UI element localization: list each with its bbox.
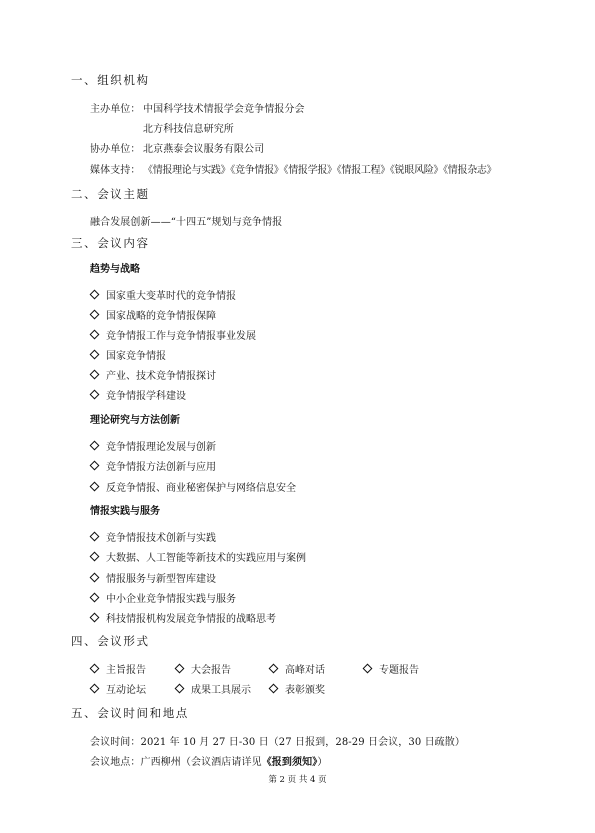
format-label: 专题报告	[379, 665, 419, 676]
diamond-bullet-icon	[90, 573, 100, 583]
list-item	[90, 570, 216, 585]
list-item-label: 科技情报机构发展竞争情报的战略思考	[106, 614, 276, 625]
time-label: 会议时间：	[90, 737, 141, 748]
media-label: 媒体支持：	[90, 165, 141, 176]
diamond-bullet-icon	[90, 532, 100, 542]
list-item-label: 情报服务与新型智库建设	[106, 574, 216, 585]
format-item	[269, 681, 325, 696]
section-heading-theme: 二、会议主题	[71, 187, 150, 201]
list-item	[90, 387, 186, 402]
meeting-theme: 融合发展创新——“十四五”规划与竞争情报	[90, 217, 283, 228]
page-number: 第 2 页 共 4 页	[268, 775, 327, 785]
list-item-label: 大数据、人工智能等新技术的实践应用与案例	[106, 553, 306, 564]
list-item	[90, 610, 276, 625]
format-item	[175, 681, 251, 696]
diamond-bullet-icon	[90, 330, 100, 340]
section-heading-format: 四、会议形式	[71, 634, 150, 648]
list-item	[90, 549, 306, 564]
time-row	[90, 733, 465, 748]
place-value-end: ）	[317, 757, 328, 768]
subheading-practice-service: 情报实践与服务	[90, 506, 160, 517]
format-item	[363, 661, 419, 676]
diamond-bullet-icon	[90, 290, 100, 300]
subheading-theory-method: 理论研究与方法创新	[90, 415, 180, 426]
diamond-bullet-icon	[90, 310, 100, 320]
host-org-2: 北方科技信息研究所	[143, 124, 234, 135]
format-label: 大会报告	[191, 665, 231, 676]
diamond-bullet-icon	[90, 461, 100, 471]
list-item-label: 竞争情报理论发展与创新	[106, 442, 216, 453]
format-label: 互动论坛	[106, 685, 146, 696]
section-heading-organization: 一、组织机构	[71, 73, 150, 87]
list-item-label: 产业、技术竞争情报探讨	[106, 371, 216, 382]
list-item	[90, 327, 256, 342]
co-organizer: 北京燕泰会议服务有限公司	[143, 144, 265, 155]
host-org-1: 中国科学技术情报学会竞争情报分会	[143, 104, 305, 115]
list-item-label: 中小企业竞争情报实践与服务	[106, 594, 236, 605]
list-item-label: 国家重大变革时代的竞争情报	[106, 291, 236, 302]
list-item	[90, 347, 166, 362]
list-item	[90, 590, 236, 605]
diamond-bullet-icon	[90, 664, 100, 674]
format-item	[90, 681, 146, 696]
format-label: 表彰颁奖	[285, 685, 325, 696]
format-label: 高峰对话	[285, 665, 325, 676]
list-item	[90, 367, 216, 382]
format-item	[269, 661, 325, 676]
place-label: 会议地点：	[90, 757, 141, 768]
list-item	[90, 479, 296, 494]
subheading-trend-strategy: 趋势与战略	[90, 264, 140, 275]
diamond-bullet-icon	[90, 370, 100, 380]
section-heading-content: 三、会议内容	[71, 236, 150, 250]
list-item	[90, 529, 216, 544]
registration-notice-title: 《报到须知》	[261, 757, 318, 768]
host-label: 主办单位：	[90, 104, 141, 115]
format-label: 主旨报告	[106, 665, 146, 676]
diamond-bullet-icon	[90, 390, 100, 400]
list-item	[90, 438, 216, 453]
diamond-bullet-icon	[90, 350, 100, 360]
list-item-label: 竞争情报工作与竞争情报事业发展	[106, 331, 256, 342]
list-item-label: 竞争情报技术创新与实践	[106, 533, 216, 544]
format-label: 成果工具展示	[191, 685, 251, 696]
section-heading-time-place: 五、会议时间和地点	[71, 706, 189, 720]
diamond-bullet-icon	[175, 664, 185, 674]
list-item	[90, 307, 216, 322]
diamond-bullet-icon	[90, 613, 100, 623]
list-item-label: 国家战略的竞争情报保障	[106, 311, 216, 322]
time-value: 2021 年 10 月 27 日-30 日（27 日报到，28-29 日会议，30 日疏散）	[140, 737, 465, 748]
format-item	[175, 661, 231, 676]
diamond-bullet-icon	[90, 552, 100, 562]
list-item	[90, 458, 216, 473]
diamond-bullet-icon	[90, 593, 100, 603]
media-list: 《情报理论与实践》《竞争情报》《情报学报》《情报工程》《锐眼风险》《情报杂志》	[143, 165, 497, 176]
list-item-label: 竞争情报方法创新与应用	[106, 462, 216, 473]
diamond-bullet-icon	[90, 482, 100, 492]
list-item-label: 反竞争情报、商业秘密保护与网络信息安全	[106, 483, 296, 494]
diamond-bullet-icon	[269, 664, 279, 674]
list-item-label: 竞争情报学科建设	[106, 391, 186, 402]
place-value: 广西柳州（会议酒店请详见	[140, 757, 262, 768]
place-row	[90, 753, 327, 768]
diamond-bullet-icon	[363, 664, 373, 674]
list-item	[90, 287, 236, 302]
list-item-label: 国家竞争情报	[106, 351, 166, 362]
diamond-bullet-icon	[90, 441, 100, 451]
diamond-bullet-icon	[269, 684, 279, 694]
format-item	[90, 661, 146, 676]
diamond-bullet-icon	[175, 684, 185, 694]
diamond-bullet-icon	[90, 684, 100, 694]
co-organizer-label: 协办单位：	[90, 144, 141, 155]
